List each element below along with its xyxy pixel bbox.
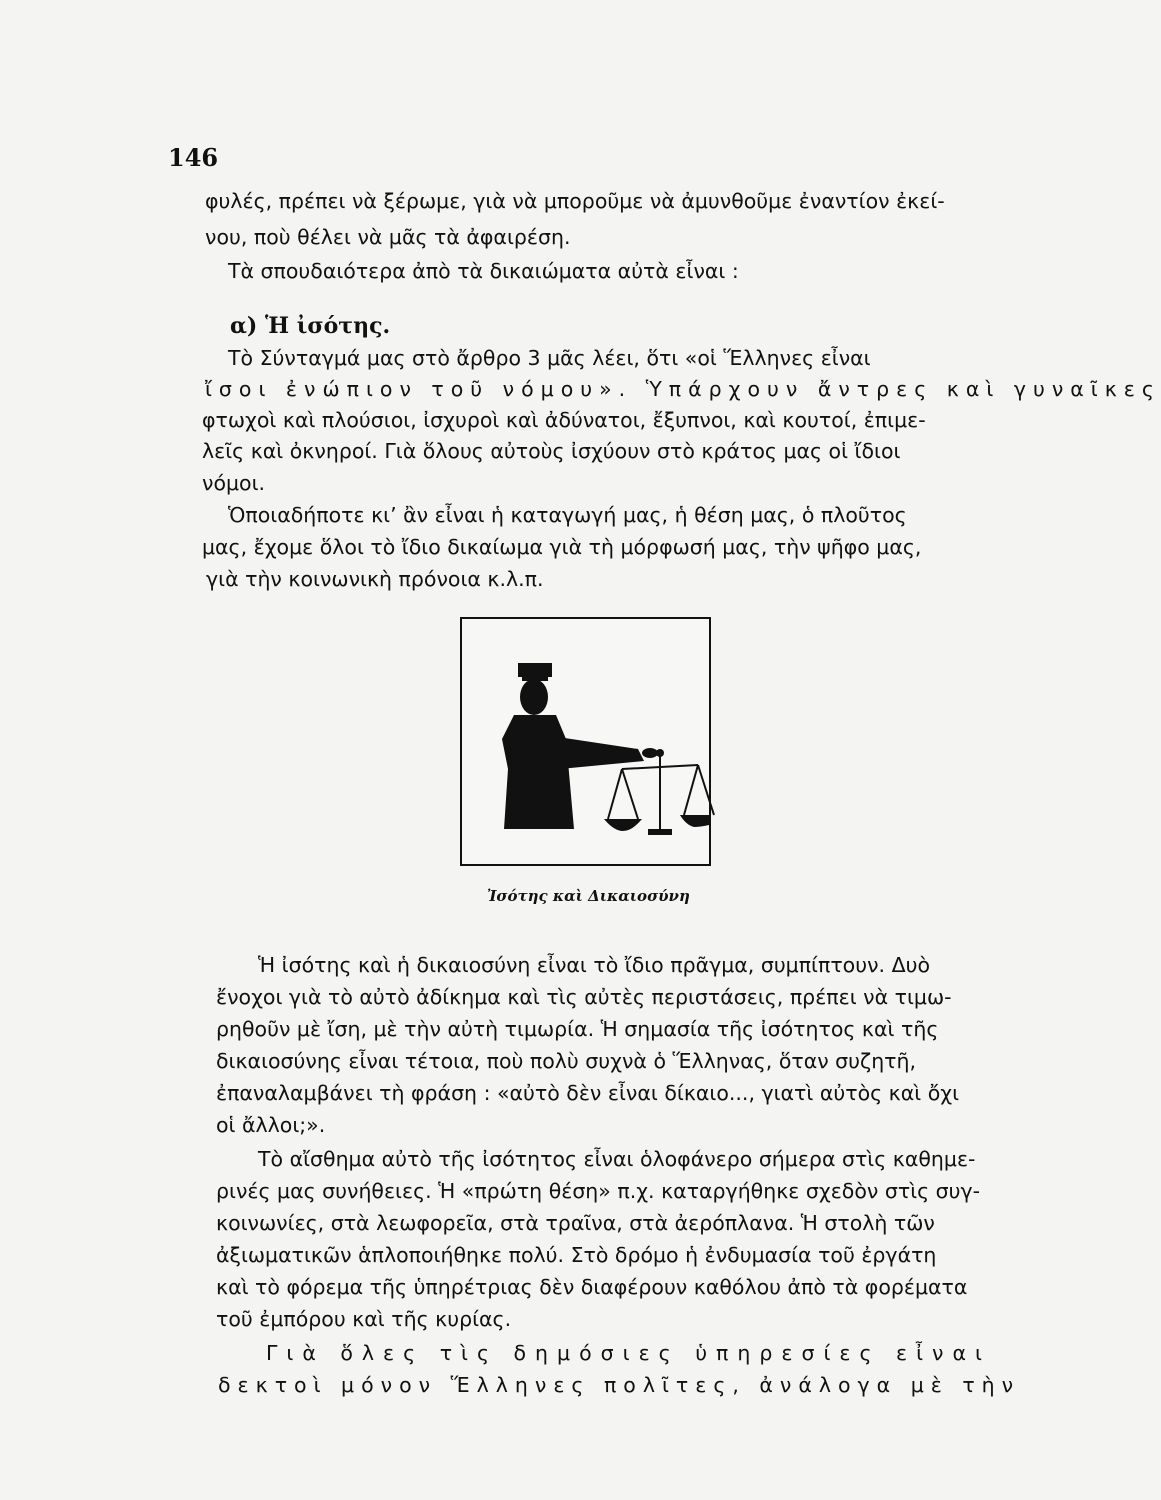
text-line: ρηθοῦν μὲ ἴση, μὲ τὴν αὐτὴ τιμωρία. Ἡ σημασία τῆς ἰσότητος καὶ τῆς (216, 1017, 939, 1041)
page-number: 146 (168, 143, 219, 172)
text-line: δικαιοσύνης εἶναι τέτοια, ποὺ πολὺ συχνὰ ὁ Ἕλληνας, ὅταν συζητῆ, (216, 1049, 917, 1073)
judge-with-scales-illustration (462, 619, 709, 864)
text-line: φτωχοὶ καὶ πλούσιοι, ἰσχυροὶ καὶ ἀδύνατοι, ἔξυπνοι, καὶ κουτοί, ἐπιμε- (202, 408, 926, 432)
text-line: μας, ἔχομε ὅλοι τὸ ἴδιο δικαίωμα γιὰ τὴ μόρφωσή μας, τὴν ψῆφο μας, (202, 535, 922, 559)
text-line: κοινωνίες, στὰ λεωφορεῖα, στὰ τραῖνα, στὰ ἀερόπλανα. Ἡ στολὴ τῶν (216, 1211, 935, 1235)
text-line: Γιὰ ὅλες τὶς δημόσιες ὑπηρεσίες εἶναι (266, 1341, 991, 1365)
text-line: Ὁποιαδήποτε κι’ ἂν εἶναι ἡ καταγωγή μας, ἡ θέση μας, ὁ πλοῦτος (228, 503, 907, 527)
text-line: φυλές, πρέπει νὰ ξέρωμε, γιὰ νὰ μποροῦμε νὰ ἀμυνθοῦμε ἐναντίον ἐκεί- (205, 189, 945, 213)
text-line: ρινές μας συνήθειες. Ἡ «πρώτη θέση» π.χ. καταργήθηκε σχεδὸν στὶς συγ- (216, 1179, 981, 1203)
text-line: τοῦ ἐμπόρου καὶ τῆς κυρίας. (216, 1307, 512, 1331)
text-line: δεκτοὶ μόνον Ἕλληνες πολῖτες, ἀνάλογα μὲ τὴν (218, 1373, 1021, 1397)
illustration-frame (460, 617, 711, 866)
text-line: νου, ποὺ θέλει νὰ μᾶς τὰ ἀφαιρέση. (205, 225, 571, 249)
text-line: Τὸ Σύνταγμά μας στὸ ἄρθρο 3 μᾶς λέει, ὅτι «οἱ Ἕλληνες εἶναι (228, 346, 871, 370)
text-line: νόμοι. (202, 471, 266, 495)
section-heading: α) Ἡ ἰσότης. (230, 313, 391, 339)
text-line: οἱ ἄλλοι;». (216, 1113, 326, 1137)
figure-caption: Ἰσότης καὶ Δικαιοσύνη (487, 887, 690, 905)
text-line: γιὰ τὴν κοινωνικὴ πρόνοια κ.λ.π. (206, 567, 544, 591)
text-line: Τὸ αἴσθημα αὐτὸ τῆς ἰσότητος εἶναι ὁλοφάνερο σήμερα στὶς καθημε- (258, 1147, 976, 1171)
text-line: ἀξιωματικῶν ἁπλοποιήθηκε πολύ. Στὸ δρόμο ἡ ἐνδυμασία τοῦ ἐργάτη (216, 1243, 937, 1267)
text-line: ἐπαναλαμβάνει τὴ φράση : «αὐτὸ δὲν εἶναι δίκαιο..., γιατὶ αὐτὸς καὶ ὄχι (216, 1081, 960, 1105)
text-line: λεῖς καὶ ὀκνηροί. Γιὰ ὅλους αὐτοὺς ἰσχύουν στὸ κράτος μας οἱ ἴδιοι (202, 439, 901, 463)
text-line: καὶ τὸ φόρεμα τῆς ὑπηρέτριας δὲν διαφέρουν καθόλου ἀπὸ τὰ φορέματα (216, 1275, 968, 1299)
text-line: ἴσοι ἐνώπιον τοῦ νόμου». Ὑπάρχουν ἄντρες καὶ γυναῖκες (205, 377, 1161, 401)
text-line: Τὰ σπουδαιότερα ἀπὸ τὰ δικαιώματα αὐτὰ εἶναι : (228, 259, 739, 283)
text-line: ἔνοχοι γιὰ τὸ αὐτὸ ἀδίκημα καὶ τὶς αὐτὲς περιστάσεις, πρέπει νὰ τιμω- (216, 985, 952, 1009)
text-line: Ἡ ἰσότης καὶ ἡ δικαιοσύνη εἶναι τὸ ἴδιο πρᾶγμα, συμπίπτουν. Δυὸ (258, 953, 930, 977)
